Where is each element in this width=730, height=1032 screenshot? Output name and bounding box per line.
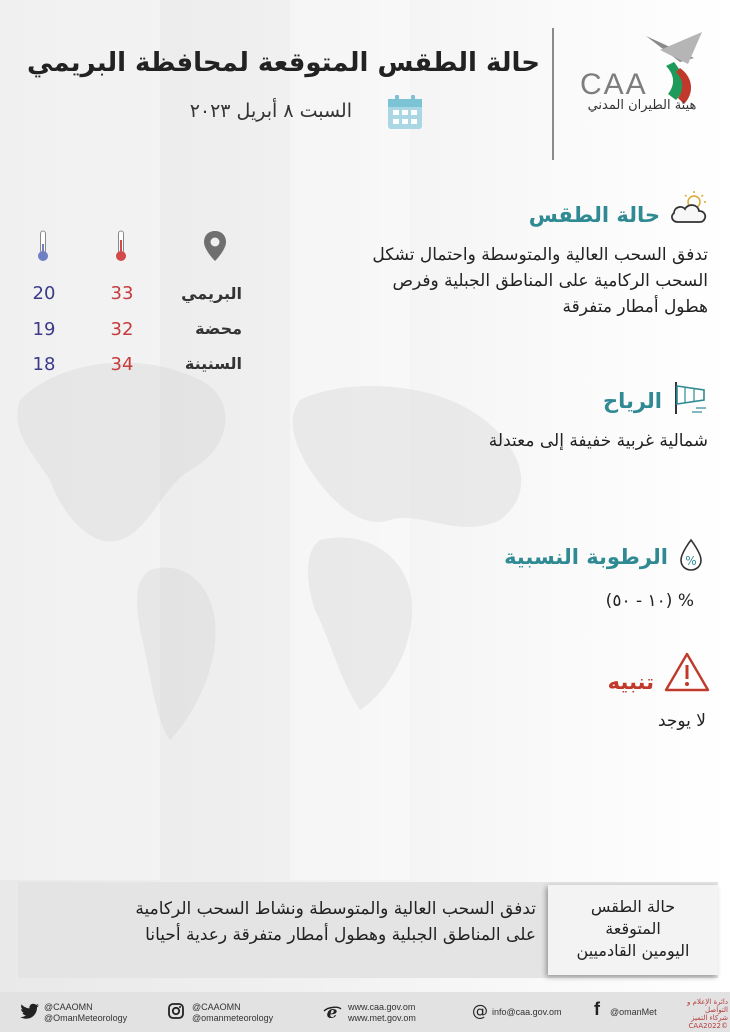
- page-title: حالة الطقس المتوقعة لمحافظة البريمي: [27, 48, 540, 78]
- city-name: محضة: [195, 319, 242, 338]
- max-temp: 34: [110, 354, 134, 375]
- humidity-section-title: الرطوبة النسبية: [504, 545, 668, 569]
- weather-line: تدفق السحب العالية والمتوسطة واحتمال تشكل: [372, 245, 708, 265]
- min-temp: 19: [32, 319, 56, 340]
- credit-line: دائرة الإعلام و التواصل: [687, 998, 728, 1014]
- svg-text:%: %: [685, 554, 697, 568]
- header-divider: [552, 28, 554, 160]
- twitter-handles[interactable]: [44, 1002, 127, 1024]
- web-icon[interactable]: [322, 1003, 342, 1021]
- footer-credit: [672, 998, 728, 1030]
- forecast-label-line: المتوقعة: [605, 919, 661, 938]
- humidity-value: % (١٠ - ٥٠): [605, 591, 694, 611]
- thermometer-red-icon: [114, 230, 128, 262]
- min-temp: 20: [32, 283, 56, 304]
- city-name: البريمي: [181, 284, 242, 303]
- wind-section-title: الرياح: [602, 389, 662, 413]
- wind-description: شمالية غربية خفيفة إلى معتدلة: [488, 431, 708, 451]
- thermometer-blue-icon: [36, 230, 50, 262]
- twitter-icon[interactable]: [20, 1003, 40, 1019]
- weather-line: السحب الركامية على المناطق الجبلية وفرص: [392, 271, 708, 291]
- facebook-icon[interactable]: f: [594, 999, 600, 1019]
- credit-line: ©CAA2022: [688, 1022, 728, 1030]
- instagram-handle[interactable]: @omanmeteorology: [192, 1013, 274, 1023]
- email-address[interactable]: info@caa.gov.om: [492, 1007, 562, 1017]
- svg-text:e: e: [326, 1003, 338, 1021]
- credit-line: شركاء التميز: [691, 1014, 728, 1022]
- max-temp: 32: [110, 319, 134, 340]
- drop-percent-icon: [678, 538, 704, 572]
- forecast-label-line: اليومين القادميين: [576, 941, 690, 960]
- instagram-handle[interactable]: @CAAOMN: [192, 1002, 241, 1012]
- windsock-icon: [672, 380, 708, 416]
- logo-subtitle: هيئة الطيران المدني: [587, 98, 697, 113]
- forecast-text-line: تدفق السحب العالية والمتوسطة ونشاط السحب الركامية: [135, 899, 536, 919]
- calendar-icon: [386, 93, 424, 131]
- city-name: السنينة: [184, 354, 242, 373]
- instagram-icon[interactable]: [168, 1003, 184, 1019]
- forecast-date: السبت ٨ أبريل ٢٠٢٣: [189, 100, 352, 122]
- cloud-sun-icon: [668, 190, 712, 226]
- web-link[interactable]: www.met.gov.om: [348, 1013, 416, 1023]
- forecast-text-line: على المناطق الجبلية وهطول أمطار متفرقة رعدية أحيانا: [145, 925, 536, 945]
- web-link[interactable]: www.caa.gov.om: [348, 1002, 416, 1012]
- instagram-handles[interactable]: [192, 1002, 273, 1024]
- twitter-handle[interactable]: @CAAOMN: [44, 1002, 93, 1012]
- twitter-handle[interactable]: @OmanMeteorology: [44, 1013, 128, 1023]
- location-pin-icon: [203, 230, 227, 262]
- warning-triangle-icon: [663, 651, 711, 693]
- web-links[interactable]: [348, 1002, 416, 1024]
- logo-text: CAA: [580, 68, 648, 101]
- weather-section-title: حالة الطقس: [528, 203, 660, 227]
- facebook-handle[interactable]: @omanMet: [610, 1007, 657, 1017]
- max-temp: 33: [110, 283, 134, 304]
- min-temp: 18: [32, 354, 56, 375]
- warning-value: لا يوجد: [657, 711, 706, 731]
- warning-section-title: تنبيه: [607, 670, 654, 694]
- caa-logo: [576, 28, 706, 128]
- weather-description: [268, 242, 708, 320]
- email-icon[interactable]: @: [472, 1001, 488, 1020]
- forecast-label-line: حالة الطقس: [590, 897, 676, 916]
- weather-line: هطول أمطار متفرقة: [562, 297, 708, 317]
